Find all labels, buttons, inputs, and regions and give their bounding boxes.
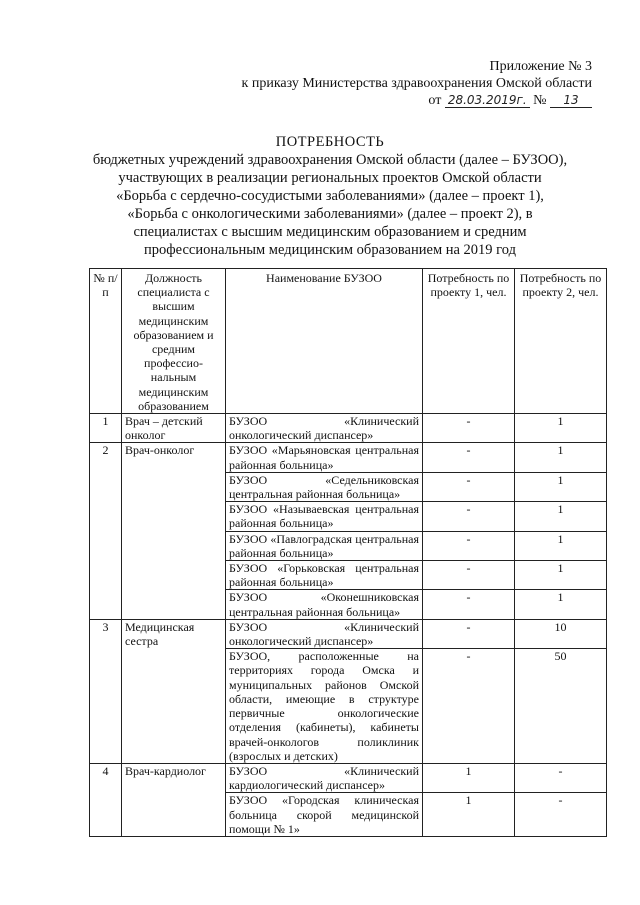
org-cell: БУЗОО «Марьяновская центральная районная больница» (226, 443, 423, 472)
row-number: 3 (90, 619, 122, 763)
org-cell: БУЗОО «Оконешниковская центральная районная больница» (226, 590, 423, 619)
position-cell: Врач – детский онколог (122, 414, 226, 443)
position-cell: Медицинская сестра (122, 619, 226, 763)
row-number: 2 (90, 443, 122, 619)
p2-cell: 1 (515, 472, 607, 501)
org-cell: БУЗОО «Клинический кардиологический диспансер» (226, 763, 423, 792)
table-row (90, 763, 607, 792)
p2-cell: 1 (515, 590, 607, 619)
table-row (90, 443, 607, 472)
header-num: № п/п (90, 269, 122, 414)
p1-cell: 1 (423, 793, 515, 837)
p1-cell: - (423, 619, 515, 648)
p2-cell: 1 (515, 502, 607, 531)
table-body (90, 414, 607, 837)
position-cell: Врач-онколог (122, 443, 226, 619)
p1-cell: - (423, 531, 515, 560)
org-cell: БУЗОО «Седельниковская центральная районная больница» (226, 472, 423, 501)
p1-cell: - (423, 502, 515, 531)
title-line: бюджетных учреждений здравоохранения Омской области (далее – БУЗОО), (92, 152, 568, 168)
title-line: участвующих в реализации региональных проектов Омской области (118, 170, 542, 186)
date-prefix: от (428, 93, 442, 108)
row-number: 4 (90, 763, 122, 836)
number-prefix: № (533, 93, 547, 108)
org-cell: БУЗОО «Горьковская центральная районная больница» (226, 561, 423, 590)
position-cell: Врач-кардиолог (122, 763, 226, 836)
appendix-block (242, 58, 592, 109)
p2-cell: 1 (515, 414, 607, 443)
p1-cell: - (423, 414, 515, 443)
appendix-line-1: Приложение № 3 (489, 59, 592, 74)
org-cell: БУЗОО «Городская клиническая больница скорой медицинской помощи № 1» (226, 793, 423, 837)
title-line: специалистах с высшим медицинским образованием и средним (133, 224, 527, 240)
p2-cell: 10 (515, 619, 607, 648)
header-p2: Потребность по проекту 2, чел. (515, 269, 607, 414)
org-cell: БУЗОО «Павлоградская центральная районная больница» (226, 531, 423, 560)
p2-cell: 1 (515, 443, 607, 472)
appendix-line-2: к приказу Министерства здравоохранения Омской области (241, 76, 592, 91)
order-number: 13 (550, 94, 592, 108)
p1-cell: 1 (423, 763, 515, 792)
title-main: ПОТРЕБНОСТЬ (275, 134, 385, 150)
p1-cell: - (423, 472, 515, 501)
header-position: Должность специалиста с высшим медицинским образованием и средним профессио-нальным медицинским образованием (122, 269, 226, 414)
title-line: «Борьба с сердечно-сосудистыми заболеваниями» (далее – проект 1), (116, 188, 544, 204)
p2-cell: 1 (515, 531, 607, 560)
table-header-row (90, 269, 607, 414)
appendix-order-line (242, 92, 592, 109)
header-p1: Потребность по проекту 1, чел. (423, 269, 515, 414)
p1-cell: - (423, 649, 515, 764)
document-title (60, 133, 600, 259)
header-org: Наименование БУЗОО (226, 269, 423, 414)
p2-cell: - (515, 763, 607, 792)
org-cell: БУЗОО, расположенные на территориях города Омска и муниципальных районов Омской области, имеющие в структуре первичные онкологические отделения (кабинеты), кабинеты врачей-онкологов поликлиник (взрослых и детских) (226, 649, 423, 764)
table-row (90, 619, 607, 648)
org-cell: БУЗОО «Клинический онкологический диспансер» (226, 414, 423, 443)
title-line: «Борьба с онкологическими заболеваниями» (далее – проект 2), в (127, 206, 533, 222)
p1-cell: - (423, 443, 515, 472)
title-line: профессиональным медицинским образованием на 2019 год (144, 242, 516, 258)
table-row (90, 414, 607, 443)
order-date: 28.03.2019г. (445, 94, 530, 108)
needs-table (89, 268, 607, 837)
p2-cell: 1 (515, 561, 607, 590)
p1-cell: - (423, 561, 515, 590)
p2-cell: - (515, 793, 607, 837)
p1-cell: - (423, 590, 515, 619)
p2-cell: 50 (515, 649, 607, 764)
org-cell: БУЗОО «Клинический онкологический диспансер» (226, 619, 423, 648)
row-number: 1 (90, 414, 122, 443)
org-cell: БУЗОО «Называевская центральная районная больница» (226, 502, 423, 531)
